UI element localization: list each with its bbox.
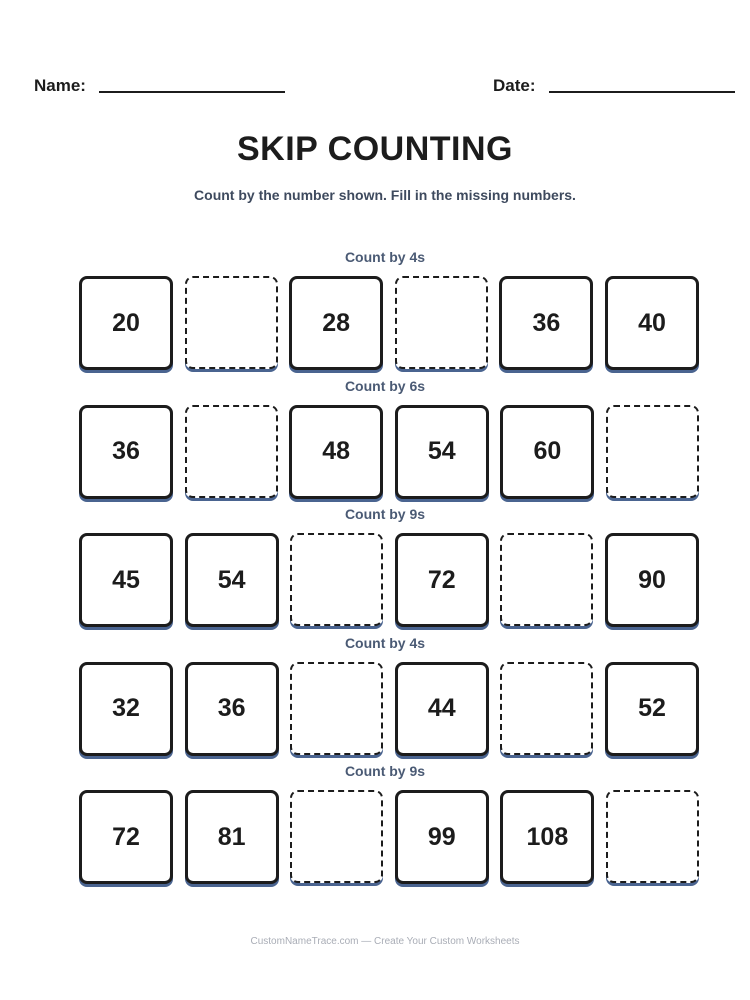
number-box: 72 [395, 533, 489, 627]
number-box: 52 [605, 662, 699, 756]
number-box: 36 [79, 405, 173, 499]
number-box: 36 [499, 276, 593, 370]
number-box: 54 [395, 405, 489, 499]
blank-box[interactable] [500, 533, 593, 626]
blank-box[interactable] [185, 276, 278, 369]
number-boxes [79, 276, 699, 370]
number-box: 60 [500, 405, 594, 499]
number-boxes [79, 790, 699, 884]
blank-box[interactable] [606, 405, 699, 498]
number-box: 28 [289, 276, 383, 370]
date-field [493, 74, 735, 98]
instructions: Count by the number shown. Fill in the missing numbers. [194, 187, 576, 203]
problem-row [0, 505, 750, 634]
number-box: 44 [395, 662, 489, 756]
problem-label: Count by 4s [344, 634, 426, 651]
name-label: Name: [34, 76, 86, 95]
number-box: 36 [185, 662, 279, 756]
blank-box[interactable] [395, 276, 488, 369]
number-box: 81 [185, 790, 279, 884]
number-box: 45 [79, 533, 173, 627]
page-title: SKIP COUNTING [236, 130, 513, 168]
date-label: Date: [493, 76, 536, 95]
number-boxes [79, 405, 699, 499]
number-box: 72 [79, 790, 173, 884]
blank-box[interactable] [500, 662, 593, 755]
number-box: 20 [79, 276, 173, 370]
number-box: 54 [185, 533, 279, 627]
date-line[interactable] [549, 91, 735, 93]
number-box: 32 [79, 662, 173, 756]
problem-row [0, 634, 750, 763]
name-field [34, 74, 285, 98]
problem-label: Count by 4s [344, 249, 426, 265]
number-boxes [79, 533, 699, 627]
number-boxes [79, 662, 699, 756]
problems-list [0, 248, 750, 891]
name-line[interactable] [99, 91, 285, 93]
problem-row [0, 762, 750, 891]
number-box: 48 [289, 405, 383, 499]
blank-box[interactable] [290, 790, 383, 883]
footer-credit: CustomNameTrace.com — Create Your Custom Worksheets [250, 936, 520, 947]
number-box: 40 [605, 276, 699, 370]
blank-box[interactable] [606, 790, 699, 883]
blank-box[interactable] [290, 533, 383, 626]
problem-label: Count by 9s [344, 763, 426, 779]
header-fields [0, 74, 750, 98]
number-box: 99 [395, 790, 489, 884]
number-box: 108 [500, 790, 594, 884]
blank-box[interactable] [290, 662, 383, 755]
problem-label: Count by 6s [344, 377, 426, 394]
problem-row [0, 248, 750, 377]
problem-row [0, 377, 750, 506]
problem-label: Count by 9s [344, 506, 426, 522]
number-box: 90 [605, 533, 699, 627]
blank-box[interactable] [185, 405, 278, 498]
